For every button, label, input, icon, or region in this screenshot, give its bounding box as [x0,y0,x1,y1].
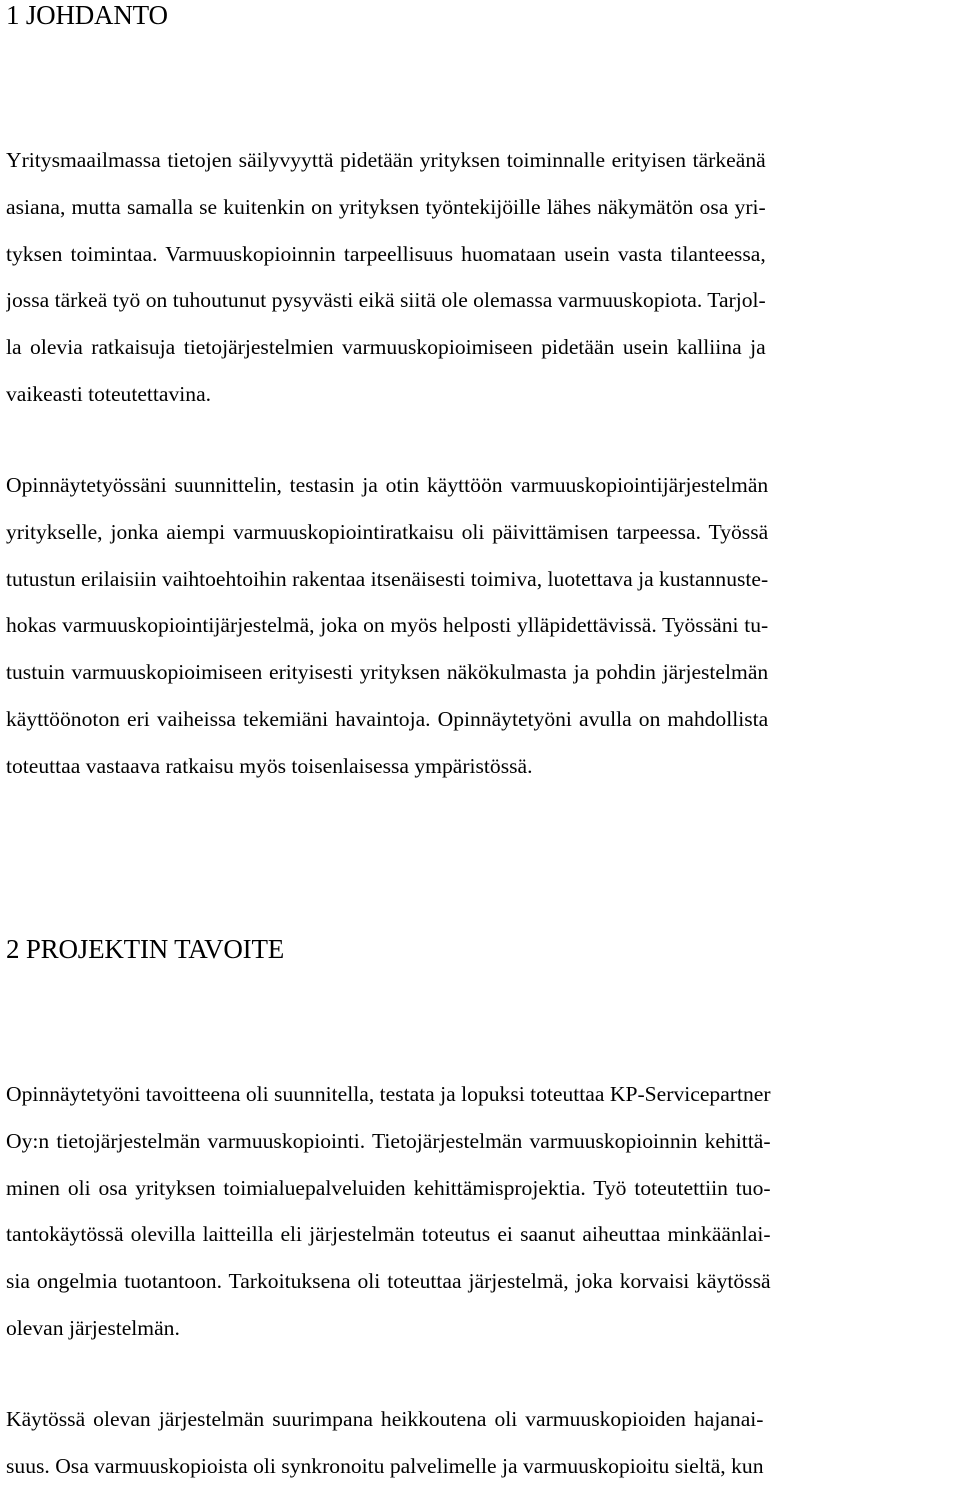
text-line: vaikeasti toteutettavina. [6,381,212,406]
section-heading-projektin-tavoite: 2 PROJEKTIN TAVOITE [6,934,285,964]
text-line: minen oli osa yrityksen toimialuepalveluiden kehittämisprojektia. Työ toteutettiin tuo- [6,1175,771,1200]
text-line: käyttöönoton eri vaiheissa tekemiäni havaintoja. Opinnäytetyöni avulla on mahdollista [6,706,769,731]
text-line: la olevia ratkaisuja tietojärjestelmien varmuuskopioimiseen pidetään usein kalliina ja [6,335,766,360]
paragraph-johdanto-2 [6,462,768,790]
paragraph-tavoite-1 [6,1071,771,1352]
text-line: Opinnäytetyössäni suunnittelin, testasin ja otin käyttöön varmuuskopiointijärjestelmän [6,473,769,497]
paragraph-johdanto-1 [6,137,766,418]
text-line: asiana, mutta samalla se kuitenkin on yrityksen työntekijöille lähes näkymätön osa yri- [6,194,766,219]
text-line: jossa tärkeä työ on tuhoutunut pysyvästi eikä siitä ole olemassa varmuuskopiota. Tarjol- [6,288,766,313]
section-heading-johdanto: 1 JOHDANTO [6,0,168,30]
text-line: sia ongelmia tuotantoon. Tarkoituksena oli toteuttaa järjestelmä, joka korvaisi käytössä [6,1269,771,1294]
text-line: tantokäytössä olevilla laitteilla eli järjestelmän toteutus ei saanut aiheuttaa minkäänlai- [6,1222,771,1247]
text-line: yritykselle, jonka aiempi varmuuskopiointiratkaisu oli päivittämisen tarpeessa. Työssä [6,519,769,544]
text-line: Yritysmaailmassa tietojen säilyvyyttä pidetään yrityksen toiminnalle erityisen tärkeänä [6,148,766,172]
text-line: toteuttaa vastaava ratkaisu myös toisenlaisessa ympäristössä. [6,753,533,778]
text-line: Oy:n tietojärjestelmän varmuuskopiointi. Tietojärjestelmän varmuuskopioinnin kehittä- [6,1128,771,1153]
text-line: tustuin varmuuskopioimiseen erityisesti yrityksen näkökulmasta ja pohdin järjestelmän [6,660,769,685]
text-line: olevan järjestelmän. [6,1315,180,1340]
text-line: Käytössä olevan järjestelmän suurimpana heikkoutena oli varmuuskopioiden hajanai- [6,1407,764,1431]
text-line: tutustun erilaisiin vaihtoehtoihin rakentaa itsenäisesti toimiva, luotettava ja kustannuste- [6,566,769,591]
paragraph-tavoite-2 [6,1396,764,1490]
text-line: tyksen toimintaa. Varmuuskopioinnin tarpeellisuus huomataan usein vasta tilanteessa, [6,241,766,266]
text-line: Opinnäytetyöni tavoitteena oli suunnitella, testata ja lopuksi toteuttaa KP-Servicepartner [6,1082,771,1106]
text-line: suus. Osa varmuuskopioista oli synkronoitu palvelimelle ja varmuuskopioitu sieltä, kun [6,1453,764,1478]
text-line: hokas varmuuskopiointijärjestelmä, joka on myös helposti ylläpidettävissä. Työssäni tu- [6,613,769,638]
